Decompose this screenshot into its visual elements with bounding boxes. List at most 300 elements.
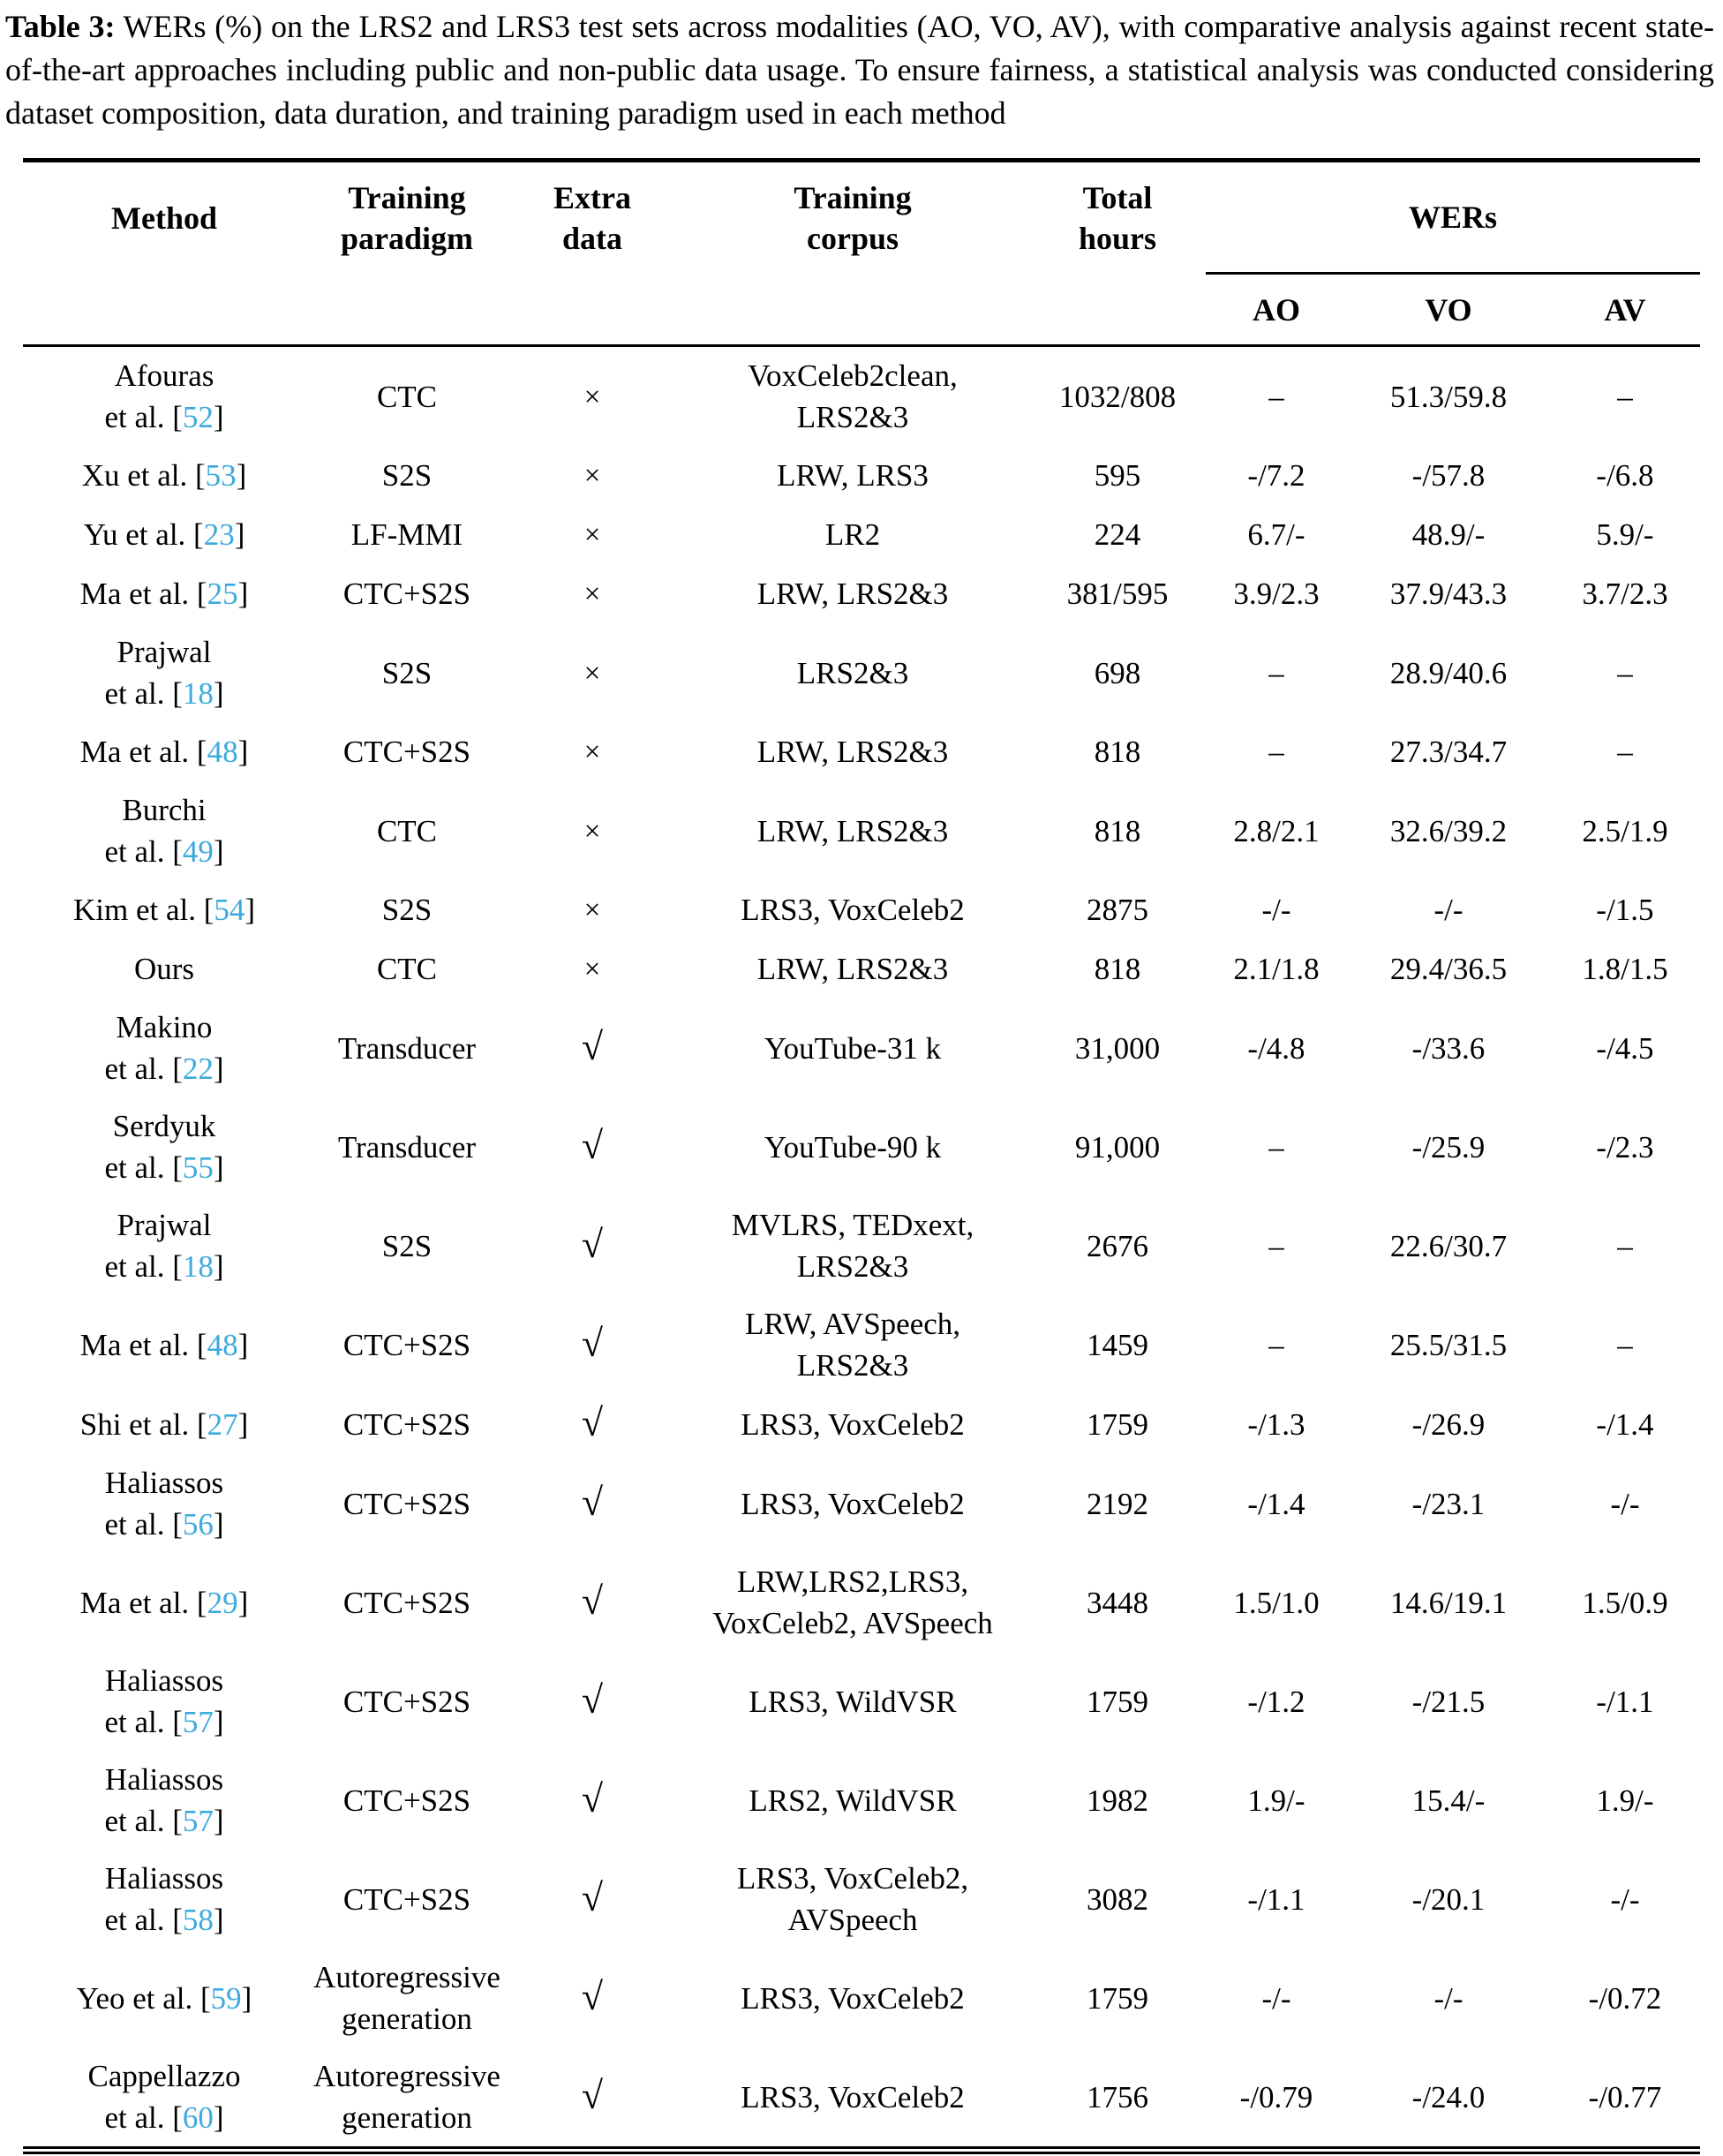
- cell-line: et al. [57]: [104, 1804, 224, 1838]
- col-header-training-corpus: [676, 161, 1029, 274]
- extra-data-cell: [508, 623, 676, 722]
- cell-line: CTC+S2S: [342, 735, 471, 769]
- wer-av-cell: –: [1617, 1327, 1633, 1362]
- wer-vo-cell: 22.6/30.7: [1389, 1228, 1508, 1263]
- wer-ao-cell: –: [1268, 1129, 1284, 1165]
- method-cell: [23, 880, 305, 939]
- corpus-cell: [676, 446, 1029, 505]
- citation-link[interactable]: 56: [182, 1507, 214, 1542]
- total-hours-cell: 818: [1094, 952, 1141, 986]
- method-cell: [23, 781, 305, 880]
- table-row: [23, 1454, 1700, 1553]
- corpus-cell: [676, 880, 1029, 939]
- wer-av-cell: -/4.5: [1596, 1030, 1654, 1066]
- extra-data-cell: [508, 1652, 676, 1751]
- cell-line: Prajwal: [117, 635, 212, 669]
- wer-ao-cell: -/0.79: [1239, 2079, 1313, 2115]
- wer-vo-cell: 14.6/19.1: [1389, 1585, 1508, 1620]
- cell-line: CTC+S2S: [342, 1585, 471, 1620]
- cell-line: Ma et al. [25]: [79, 577, 249, 611]
- total-hours-cell: 595: [1094, 458, 1141, 493]
- paradigm-cell: [305, 1751, 508, 1850]
- wer-ao-cell: -/1.1: [1247, 1881, 1305, 1917]
- wer-av-cell: 2.5/1.9: [1582, 813, 1668, 848]
- cell-line: generation: [342, 2100, 472, 2135]
- cross-icon: ×: [583, 460, 601, 492]
- wer-vo-cell: 29.4/36.5: [1389, 952, 1508, 986]
- total-hours-cell: 2676: [1087, 1228, 1148, 1263]
- cell-line: Haliassos: [104, 1762, 224, 1797]
- citation-link[interactable]: 54: [214, 893, 245, 927]
- cell-line: VoxCeleb2clean,: [748, 358, 958, 393]
- total-hours-cell: 381/595: [1066, 577, 1169, 611]
- corpus-cell: [676, 939, 1029, 999]
- extra-data-cell: [508, 446, 676, 505]
- wer-ao-cell: -/-: [1261, 1980, 1291, 2016]
- wer-vo-cell: -/33.6: [1411, 1030, 1486, 1066]
- wer-av-cell: 1.8/1.5: [1582, 952, 1668, 986]
- wer-vo-cell: 51.3/59.8: [1389, 379, 1508, 414]
- wer-vo-cell: 28.9/40.6: [1389, 655, 1508, 690]
- paradigm-cell: [305, 1949, 508, 2047]
- cell-line: LRS2&3: [796, 1348, 909, 1383]
- col-header-total-hours: [1029, 161, 1206, 274]
- wer-ao-cell: 1.9/-: [1247, 1783, 1305, 1818]
- wer-av-cell: -/0.77: [1588, 2079, 1662, 2115]
- cell-line: Ma et al. [48]: [79, 735, 249, 769]
- cell-line: LRW, LRS3: [777, 458, 929, 493]
- corpus-cell: [676, 1751, 1029, 1850]
- check-icon: √: [581, 1124, 604, 1167]
- paradigm-cell: [305, 623, 508, 722]
- wer-av-cell: -/1.4: [1596, 1406, 1654, 1442]
- header-line: Extra: [553, 179, 631, 215]
- wer-ao-cell: –: [1268, 1228, 1284, 1263]
- wer-ao-cell: -/7.2: [1247, 458, 1305, 493]
- cell-line: LRS3, VoxCeleb2: [741, 1486, 965, 1521]
- citation-link[interactable]: 57: [182, 1705, 214, 1739]
- check-icon: √: [581, 1322, 604, 1365]
- cell-line: Transducer: [337, 1129, 477, 1165]
- cell-line: et al. [60]: [104, 2100, 224, 2135]
- extra-data-cell: [508, 722, 676, 781]
- wer-vo-cell: -/25.9: [1411, 1129, 1486, 1165]
- cell-line: LRW, LRS2&3: [756, 735, 949, 769]
- method-cell: [23, 1097, 305, 1196]
- table-row: [23, 1295, 1700, 1394]
- paradigm-cell: [305, 722, 508, 781]
- corpus-cell: [676, 1553, 1029, 1652]
- cell-line: Shi et al. [27]: [79, 1406, 249, 1442]
- extra-data-cell: [508, 1949, 676, 2047]
- cell-line: LRS3, VoxCeleb2: [741, 1406, 965, 1442]
- paradigm-cell: [305, 2047, 508, 2151]
- method-cell: [23, 999, 305, 1097]
- table-row: [23, 1751, 1700, 1850]
- extra-data-cell: [508, 1295, 676, 1394]
- cross-icon: ×: [583, 815, 601, 848]
- table-caption: [5, 5, 1714, 135]
- cell-line: YouTube-31 k: [764, 1030, 942, 1066]
- paradigm-cell: [305, 446, 508, 505]
- citation-link[interactable]: 25: [207, 577, 238, 611]
- paradigm-cell: [305, 1652, 508, 1751]
- method-cell: [23, 564, 305, 623]
- col-header-wers: WERs: [1206, 161, 1700, 274]
- wer-av-cell: 3.7/2.3: [1582, 577, 1668, 611]
- col-header-vo: VO: [1347, 274, 1550, 346]
- results-table: [23, 158, 1700, 2154]
- header-line: Training: [794, 179, 912, 215]
- table-row: [23, 564, 1700, 623]
- cross-icon: ×: [583, 578, 601, 610]
- paradigm-cell: [305, 1097, 508, 1196]
- cell-line: S2S: [381, 1228, 433, 1263]
- extra-data-cell: [508, 346, 676, 447]
- cell-line: Yeo et al. [59]: [76, 1980, 252, 2016]
- paradigm-cell: [305, 999, 508, 1097]
- wer-ao-cell: 2.8/2.1: [1233, 813, 1320, 848]
- paradigm-cell: [305, 1553, 508, 1652]
- check-icon: √: [581, 1678, 604, 1722]
- extra-data-cell: [508, 999, 676, 1097]
- wer-ao-cell: 2.1/1.8: [1233, 952, 1320, 986]
- cell-line: CTC+S2S: [342, 1327, 471, 1362]
- table-row: [23, 346, 1700, 447]
- cell-line: Serdyuk: [112, 1109, 216, 1143]
- header-row-2: [23, 274, 1700, 346]
- cell-line: Haliassos: [104, 1663, 224, 1698]
- table-row: [23, 939, 1700, 999]
- cell-line: Ours: [133, 952, 195, 986]
- empty-header-cell: [508, 274, 676, 346]
- header-line: Total: [1082, 179, 1153, 215]
- empty-header-cell: [305, 274, 508, 346]
- cross-icon: ×: [583, 954, 601, 985]
- wer-vo-cell: 48.9/-: [1411, 517, 1486, 552]
- cell-line: Transducer: [337, 1030, 477, 1066]
- extra-data-cell: [508, 781, 676, 880]
- col-header-ao: AO: [1206, 274, 1347, 346]
- total-hours-cell: 1459: [1087, 1327, 1148, 1362]
- citation-link[interactable]: 18: [182, 676, 214, 711]
- wer-vo-cell: 32.6/39.2: [1389, 813, 1508, 848]
- citation-link[interactable]: 27: [207, 1406, 238, 1442]
- cell-line: LRS3, VoxCeleb2: [741, 893, 965, 927]
- table-row: [23, 1949, 1700, 2047]
- total-hours-cell: 224: [1094, 517, 1141, 552]
- corpus-cell: [676, 1850, 1029, 1949]
- empty-header-cell: [1029, 274, 1206, 346]
- cell-line: LRS2&3: [796, 655, 909, 690]
- extra-data-cell: [508, 939, 676, 999]
- cell-line: Prajwal: [117, 1208, 212, 1242]
- paradigm-cell: [305, 1454, 508, 1553]
- check-icon: √: [581, 1876, 604, 1919]
- header-line: Training: [348, 179, 466, 215]
- extra-data-cell: [508, 1097, 676, 1196]
- table-row: [23, 1196, 1700, 1295]
- cell-line: Makino: [116, 1010, 213, 1044]
- extra-data-cell: [508, 505, 676, 564]
- wer-av-cell: -/1.5: [1596, 893, 1654, 927]
- extra-data-cell: [508, 880, 676, 939]
- cell-line: et al. [56]: [104, 1507, 224, 1542]
- method-cell: [23, 1652, 305, 1751]
- method-cell: [23, 722, 305, 781]
- citation-link[interactable]: 58: [182, 1903, 214, 1937]
- cell-line: et al. [22]: [104, 1052, 224, 1086]
- wer-ao-cell: -/-: [1261, 893, 1291, 927]
- cell-line: LRS2&3: [796, 400, 909, 434]
- wer-ao-cell: 1.5/1.0: [1233, 1585, 1320, 1620]
- citation-link[interactable]: 55: [182, 1150, 214, 1185]
- total-hours-cell: 31,000: [1074, 1030, 1161, 1066]
- check-icon: √: [581, 1401, 604, 1444]
- wer-av-cell: -/-: [1610, 1486, 1640, 1521]
- cell-line: Haliassos: [104, 1466, 224, 1500]
- wer-vo-cell: 27.3/34.7: [1389, 735, 1508, 769]
- cell-line: CTC: [376, 379, 438, 414]
- cell-line: et al. [18]: [104, 1249, 224, 1284]
- table-row: [23, 623, 1700, 722]
- header-row-1: [23, 161, 1700, 274]
- caption-text: WERs (%) on the LRS2 and LRS3 test sets across modalities (AO, VO, AV), with comparative analysis against recent state-of-the-art approaches including public and non-public data usage. To ensure fairness, a statistical analysis was conducted considering dataset composition, data duration, and training paradigm used in each method: [5, 9, 1714, 131]
- wer-av-cell: -/6.8: [1596, 458, 1654, 493]
- cell-line: Kim et al. [54]: [72, 893, 256, 927]
- wer-ao-cell: 6.7/-: [1247, 517, 1305, 552]
- cell-line: LF-MMI: [350, 517, 463, 552]
- cross-icon: ×: [583, 657, 601, 690]
- cell-line: S2S: [381, 893, 433, 927]
- col-header-training-paradigm: [305, 161, 508, 274]
- extra-data-cell: [508, 1850, 676, 1949]
- extra-data-cell: [508, 1751, 676, 1850]
- wer-ao-cell: -/4.8: [1247, 1030, 1305, 1066]
- wer-av-cell: –: [1617, 735, 1633, 769]
- total-hours-cell: 1982: [1087, 1783, 1148, 1818]
- total-hours-cell: 818: [1094, 813, 1141, 848]
- corpus-cell: [676, 623, 1029, 722]
- citation-link[interactable]: 60: [182, 2100, 214, 2135]
- wer-av-cell: -/-: [1610, 1881, 1640, 1917]
- wer-vo-cell: -/57.8: [1411, 458, 1486, 493]
- check-icon: √: [581, 1579, 604, 1623]
- citation-link[interactable]: 18: [182, 1249, 214, 1284]
- wer-ao-cell: -/1.3: [1247, 1406, 1305, 1442]
- col-header-extra-data: [508, 161, 676, 274]
- cell-line: generation: [342, 2001, 472, 2036]
- cell-line: S2S: [381, 655, 433, 690]
- wer-ao-cell: –: [1268, 1327, 1284, 1362]
- extra-data-cell: [508, 1454, 676, 1553]
- cell-line: LRW,LRS2,LRS3,: [736, 1564, 969, 1599]
- header-line: data: [561, 220, 622, 256]
- check-icon: √: [581, 1025, 604, 1068]
- header-line: corpus: [806, 220, 899, 256]
- citation-link[interactable]: 52: [182, 400, 214, 434]
- cell-line: Afouras: [114, 358, 214, 393]
- total-hours-cell: 2192: [1087, 1486, 1148, 1521]
- cell-line: et al. [57]: [104, 1705, 224, 1739]
- total-hours-cell: 818: [1094, 735, 1141, 769]
- method-cell: [23, 1751, 305, 1850]
- method-cell: [23, 1394, 305, 1454]
- paradigm-cell: [305, 346, 508, 447]
- wer-av-cell: 5.9/-: [1596, 517, 1654, 552]
- table-row: [23, 880, 1700, 939]
- corpus-cell: [676, 1652, 1029, 1751]
- cell-line: CTC: [376, 813, 438, 848]
- cell-line: et al. [58]: [104, 1903, 224, 1937]
- table-row: [23, 505, 1700, 564]
- cell-line: LRW, LRS2&3: [756, 813, 949, 848]
- citation-link[interactable]: 48: [207, 735, 238, 769]
- corpus-cell: [676, 1949, 1029, 2047]
- extra-data-cell: [508, 1196, 676, 1295]
- citation-link[interactable]: 57: [182, 1804, 214, 1838]
- method-cell: [23, 346, 305, 447]
- table-body: [23, 346, 1700, 2151]
- method-cell: [23, 623, 305, 722]
- wer-av-cell: -/0.72: [1588, 1980, 1662, 2016]
- wer-ao-cell: –: [1268, 735, 1284, 769]
- paradigm-cell: [305, 1295, 508, 1394]
- citation-link[interactable]: 59: [210, 1980, 242, 2016]
- paradigm-cell: [305, 880, 508, 939]
- method-cell: [23, 1454, 305, 1553]
- corpus-cell: [676, 505, 1029, 564]
- cross-icon: ×: [583, 736, 601, 768]
- cell-line: Autoregressive: [313, 1960, 500, 1994]
- cross-icon: ×: [583, 519, 601, 551]
- cell-line: CTC+S2S: [342, 1684, 471, 1719]
- header-line: paradigm: [340, 220, 473, 256]
- cell-line: LRW, AVSpeech,: [744, 1307, 961, 1341]
- wer-vo-cell: -/26.9: [1411, 1406, 1486, 1442]
- wer-ao-cell: -/1.4: [1247, 1486, 1305, 1521]
- paradigm-cell: [305, 564, 508, 623]
- wer-vo-cell: -/-: [1433, 893, 1463, 927]
- wer-ao-cell: -/1.2: [1247, 1684, 1305, 1719]
- cell-line: CTC+S2S: [342, 1783, 471, 1818]
- paradigm-cell: [305, 781, 508, 880]
- cell-line: CTC+S2S: [342, 1486, 471, 1521]
- method-cell: [23, 2047, 305, 2151]
- col-header-method: Method: [111, 200, 217, 236]
- citation-link[interactable]: 23: [203, 517, 235, 552]
- cross-icon: ×: [583, 894, 601, 926]
- table-row: [23, 1652, 1700, 1751]
- corpus-cell: [676, 1196, 1029, 1295]
- extra-data-cell: [508, 564, 676, 623]
- wer-vo-cell: -/21.5: [1411, 1684, 1486, 1719]
- corpus-cell: [676, 1394, 1029, 1454]
- cell-line: CTC: [376, 952, 438, 986]
- cell-line: S2S: [381, 458, 433, 493]
- empty-header-cell: [23, 274, 305, 346]
- cell-line: et al. [52]: [104, 400, 224, 434]
- paradigm-cell: [305, 505, 508, 564]
- check-icon: √: [581, 1223, 604, 1266]
- wer-ao-cell: 3.9/2.3: [1233, 577, 1320, 611]
- total-hours-cell: 1759: [1087, 1980, 1148, 2016]
- method-cell: [23, 1196, 305, 1295]
- corpus-cell: [676, 781, 1029, 880]
- wer-av-cell: 1.9/-: [1596, 1783, 1654, 1818]
- cell-line: Yu et al. [23]: [83, 517, 245, 552]
- total-hours-cell: 1756: [1087, 2079, 1148, 2115]
- wer-av-cell: –: [1617, 379, 1633, 414]
- cell-line: LRS3, VoxCeleb2,: [736, 1861, 969, 1896]
- table-row: [23, 1553, 1700, 1652]
- cell-line: LRS3, VoxCeleb2: [741, 1980, 965, 2016]
- cell-line: Cappellazzo: [87, 2059, 241, 2093]
- cell-line: AVSpeech: [787, 1903, 918, 1937]
- wer-av-cell: -/2.3: [1596, 1129, 1654, 1165]
- caption-label: Table 3:: [5, 9, 116, 44]
- cell-line: Burchi: [122, 793, 207, 827]
- wer-vo-cell: -/23.1: [1411, 1486, 1486, 1521]
- total-hours-cell: 3448: [1087, 1585, 1148, 1620]
- wer-vo-cell: 15.4/-: [1411, 1783, 1486, 1818]
- check-icon: √: [581, 1975, 604, 2018]
- extra-data-cell: [508, 2047, 676, 2151]
- citation-link[interactable]: 49: [182, 834, 214, 869]
- corpus-cell: [676, 1097, 1029, 1196]
- total-hours-cell: 698: [1094, 655, 1141, 690]
- cell-line: CTC+S2S: [342, 1881, 471, 1917]
- total-hours-cell: 3082: [1087, 1881, 1148, 1917]
- paradigm-cell: [305, 1394, 508, 1454]
- citation-link[interactable]: 22: [182, 1052, 214, 1086]
- cell-line: CTC+S2S: [342, 1406, 471, 1442]
- method-cell: [23, 446, 305, 505]
- corpus-cell: [676, 2047, 1029, 2151]
- cell-line: Autoregressive: [313, 2059, 500, 2093]
- total-hours-cell: 1759: [1087, 1684, 1148, 1719]
- wer-ao-cell: –: [1268, 655, 1284, 690]
- table-row: [23, 999, 1700, 1097]
- table-row: [23, 781, 1700, 880]
- cell-line: et al. [55]: [104, 1150, 224, 1185]
- wer-av-cell: –: [1617, 1228, 1633, 1263]
- wer-av-cell: 1.5/0.9: [1582, 1585, 1668, 1620]
- cross-icon: ×: [583, 381, 601, 413]
- paradigm-cell: [305, 1196, 508, 1295]
- extra-data-cell: [508, 1553, 676, 1652]
- method-cell: [23, 1850, 305, 1949]
- cell-line: YouTube-90 k: [764, 1129, 942, 1165]
- citation-link[interactable]: 48: [207, 1327, 238, 1362]
- citation-link[interactable]: 53: [205, 458, 237, 493]
- check-icon: √: [581, 2074, 604, 2117]
- method-cell: [23, 1553, 305, 1652]
- cell-line: LR2: [824, 517, 881, 552]
- citation-link[interactable]: 29: [207, 1585, 238, 1620]
- corpus-cell: [676, 564, 1029, 623]
- corpus-cell: [676, 722, 1029, 781]
- check-icon: √: [581, 1481, 604, 1524]
- wer-av-cell: -/1.1: [1596, 1684, 1654, 1719]
- paradigm-cell: [305, 939, 508, 999]
- table-row: [23, 722, 1700, 781]
- cell-line: LRS3, VoxCeleb2: [741, 2079, 965, 2115]
- cell-line: VoxCeleb2, AVSpeech: [712, 1606, 993, 1640]
- wer-vo-cell: 25.5/31.5: [1389, 1327, 1508, 1362]
- cell-line: Xu et al. [53]: [81, 458, 247, 493]
- check-icon: √: [581, 1777, 604, 1821]
